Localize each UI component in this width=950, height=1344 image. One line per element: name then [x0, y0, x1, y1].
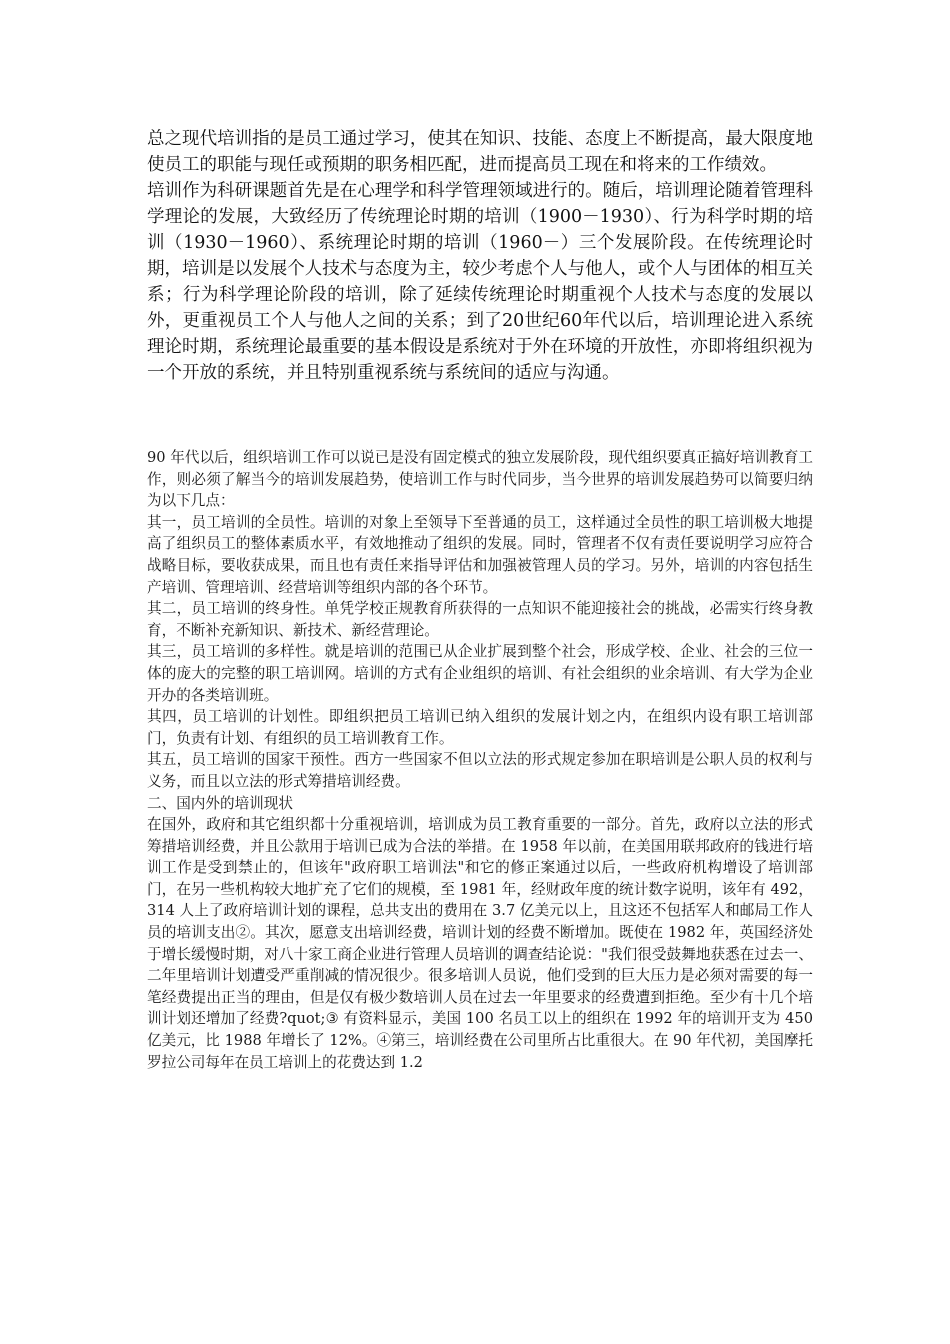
trends-section	[147, 447, 813, 1073]
section-heading: 二、国内外的培训现状	[147, 794, 293, 812]
paragraph: 其二，员工培训的终身性。单凭学校正规教育所获得的一点知识不能迎接社会的挑战，必需实行终身教育，不断补充新知识、新技术、新经营理论。	[147, 600, 813, 639]
paragraph: 其一，员工培训的全员性。培训的对象上至领导下至普通的员工，这样通过全员性的职工培训极大地提高了组织员工的整体素质水平，有效地推动了组织的发展。同时，管理者不仅有责任要说明学习应符合战略目标，要收获成果，而且也有责任来指导评估和加强被管理人员的学习。另外，培训的内容包括生产培训、管理培训、经营培训等组织内部的各个环节。	[147, 513, 813, 596]
intro-section	[147, 126, 813, 386]
paragraph: 其三，员工培训的多样性。就是培训的范围已从企业扩展到整个社会，形成学校、企业、社会的三位一体的庞大的完整的职工培训网。培训的方式有企业组织的培训、有社会组织的业余培训、有大学为企业开办的各类培训班。	[147, 643, 813, 704]
paragraph: 90 年代以后，组织培训工作可以说已是没有固定模式的独立发展阶段，现代组织要真正搞好培训教育工作，则必须了解当今的培训发展趋势，使培训工作与时代同步，当今世界的培训发展趋势可以简要归纳为以下几点：	[147, 449, 813, 510]
paragraph: 总之现代培训指的是员工通过学习，使其在知识、技能、态度上不断提高，最大限度地使员工的职能与现任或预期的职务相匹配，进而提高员工现在和将来的工作绩效。	[147, 129, 813, 175]
paragraph: 其五，员工培训的国家干预性。西方一些国家不但以立法的形式规定参加在职培训是公职人员的权利与义务，而且以立法的形式筹措培训经费。	[147, 751, 813, 790]
paragraph: 在国外，政府和其它组织都十分重视培训，培训成为员工教育重要的一部分。首先，政府以立法的形式筹措培训经费，并且公款用于培训已成为合法的举措。在 1958 年以前，在美国用联邦政府的钱进行培训工作是受到禁止的，但该年"政府职工培训法"和它的修正案通过以后，一些政府机构增设了培训部门，在另一些机构较大地扩充了它们的规模，至 1981 年，经财政年度的统计数字说明，该年有 492，314 人上了政府培训计划的课程，总共支出的费用在 3.7 亿美元以上，且这还不包括军人和邮局工作人员的培训支出②。其次，愿意支出培训经费，培训计划的经费不断增加。既使在 1982 年，英国经济处于增长缓慢时期，对八十家工商企业进行管理人员培训的调查结论说："我们很受鼓舞地获悉在过去一、二年里培训计划遭受严重削减的情况很少。很多培训人员说，他们受到的巨大压力是必须对需要的每一笔经费提出正当的理由，但是仅有极少数培训人员在过去一年里要求的经费遭到拒绝。至少有十几个培训计划还增加了经费?quot;③ 有资料显示，美国 100 名员工以上的组织在 1992 年的培训开支为 450 亿美元，比 1988 年增长了 12%。④第三，培训经费在公司里所占比重很大。在 90 年代初，美国摩托罗拉公司每年在员工培训上的花费达到 1.2	[147, 816, 813, 1071]
paragraph: 其四，员工培训的计划性。即组织把员工培训已纳入组织的发展计划之内，在组织内设有职工培训部门，负责有计划、有组织的员工培训教育工作。	[147, 708, 813, 747]
paragraph: 培训作为科研课题首先是在心理学和科学管理领域进行的。随后，培训理论随着管理科学理论的发展，大致经历了传统理论时期的培训（1900－1930）、行为科学时期的培训（1930－1960）、系统理论时期的培训（1960－）三个发展阶段。在传统理论时期，培训是以发展个人技术与态度为主，较少考虑个人与他人，或个人与团体的相互关系；行为科学理论阶段的培训，除了延续传统理论时期重视个人技术与态度的发展以外，更重视员工个人与他人之间的关系；到了20世纪60年代以后，培训理论进入系统理论时期，系统理论最重要的基本假设是系统对于外在环境的开放性，亦即将组织视为一个开放的系统，并且特别重视系统与系统间的适应与沟通。	[147, 181, 813, 383]
